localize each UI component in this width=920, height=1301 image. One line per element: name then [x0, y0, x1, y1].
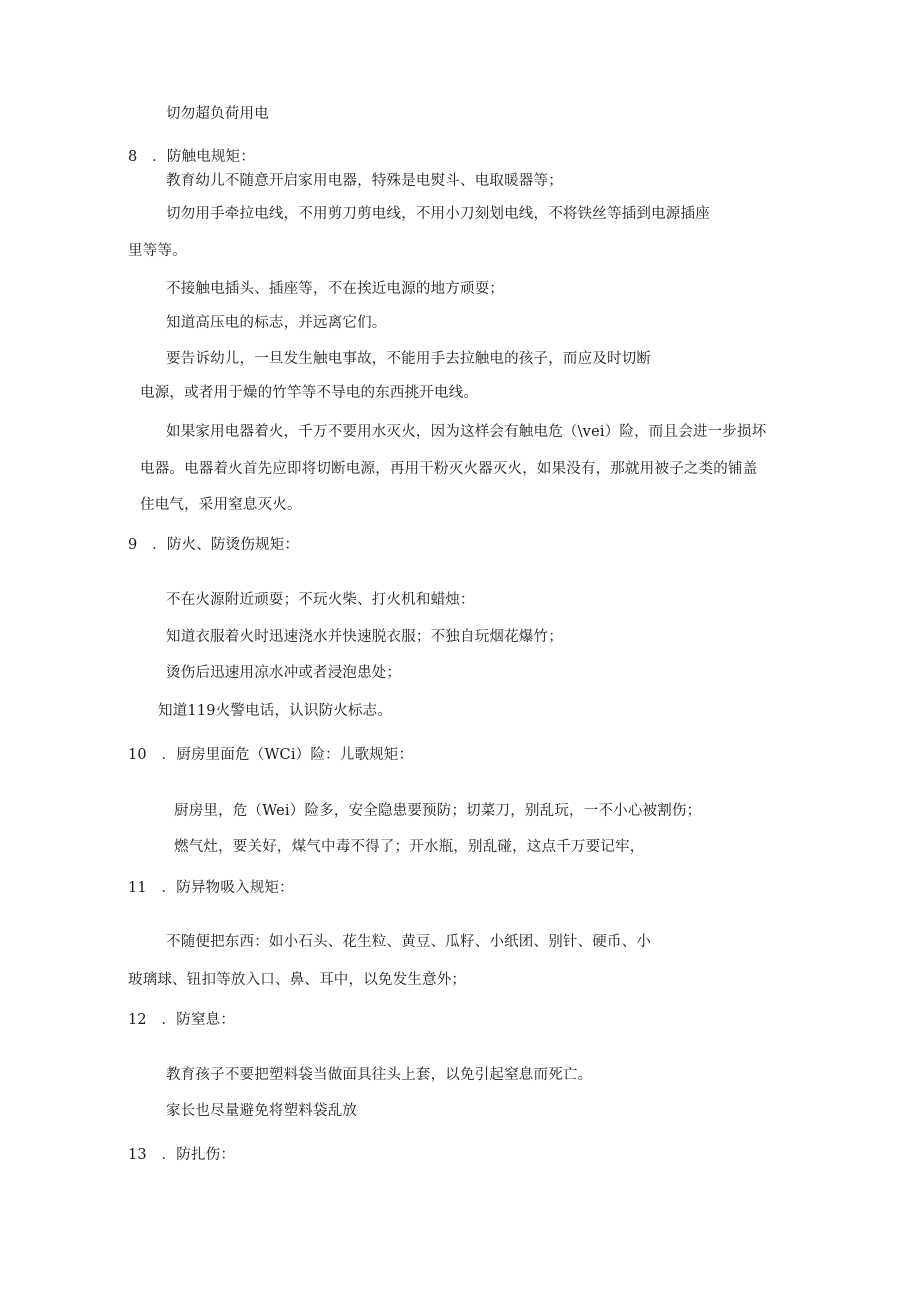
- text-line: 电源，或者用于燥的竹竿等不导电的东西挑开电线。: [140, 385, 479, 401]
- text-line: 如果家用电器着火，千万不要用水灭火，因为这样会有触电危（\vei）险，而且会进一步损坏: [166, 424, 767, 440]
- text-line: 不随便把东西：如小石头、花生粒、黄豆、瓜籽、小纸团、别针、硬币、小: [166, 934, 652, 950]
- text-line: 要告诉幼儿，一旦发生触电事故，不能用手去拉触电的孩子，而应及时切断: [166, 351, 652, 367]
- text-line: 知道高压电的标志，并远离它们。: [166, 315, 387, 331]
- text-line: 燃气灶，要关好，煤气中毒不得了；开水瓶，别乱碰，这点千万要记牢，: [174, 839, 645, 855]
- text-line: 家长也尽量避免将塑料袋乱放: [166, 1103, 358, 1119]
- text-line: 烫伤后迅速用凉水冲或者浸泡患处；: [166, 665, 402, 681]
- text-line: 教育孩子不要把塑料袋当做面具往头上套，以免引起窒息而死亡。: [166, 1067, 593, 1083]
- text-line: 玻璃球、钮扣等放入口、鼻、耳中，以免发生意外；: [128, 972, 467, 988]
- text-line: 不在火源附近顽耍；不玩火柴、打火机和蜡烛：: [166, 592, 475, 608]
- text-line: 不接触电插头、插座等，不在挨近电源的地方顽耍；: [166, 281, 505, 297]
- text-line: 电器。电器着火首先应即将切断电源，再用干粉灭火器灭火，如果没有，那就用被子之类的铺盖: [140, 461, 758, 477]
- text-line: 教育幼儿不随意开启家用电器，特殊是电熨斗、电取暖器等；: [166, 173, 563, 189]
- section-heading-13: 13 ．防扎伤：: [128, 1147, 236, 1163]
- text-line: 切勿超负荷用电: [166, 106, 269, 122]
- text-line: 厨房里，危（Wei）险多，安全隐患要预防；切菜刀，别乱玩，一不小心被割伤；: [174, 803, 702, 819]
- text-line: 住电气，采用窒息灭火。: [140, 497, 302, 513]
- text-line: 知道119火警电话，认识防火标志。: [158, 703, 393, 719]
- section-heading-12: 12 ．防窒息：: [128, 1012, 236, 1028]
- section-heading-11: 11 ．防异物吸入规矩：: [128, 880, 294, 896]
- text-line: 切勿用手牵拉电线，不用剪刀剪电线，不用小刀刻划电线，不将铁丝等插到电源插座: [166, 206, 710, 222]
- section-heading-10: 10 ．厨房里面危（WCi）险：儿歌规矩：: [128, 747, 414, 763]
- section-heading-9: 9 ．防火、防烫伤规矩：: [128, 537, 300, 553]
- section-heading-8: 8 ．防触电规矩：: [128, 149, 256, 165]
- text-line: 知道衣服着火时迅速浇水并快速脱衣服；不独自玩烟花爆竹；: [166, 629, 563, 645]
- text-line: 里等等。: [128, 243, 187, 259]
